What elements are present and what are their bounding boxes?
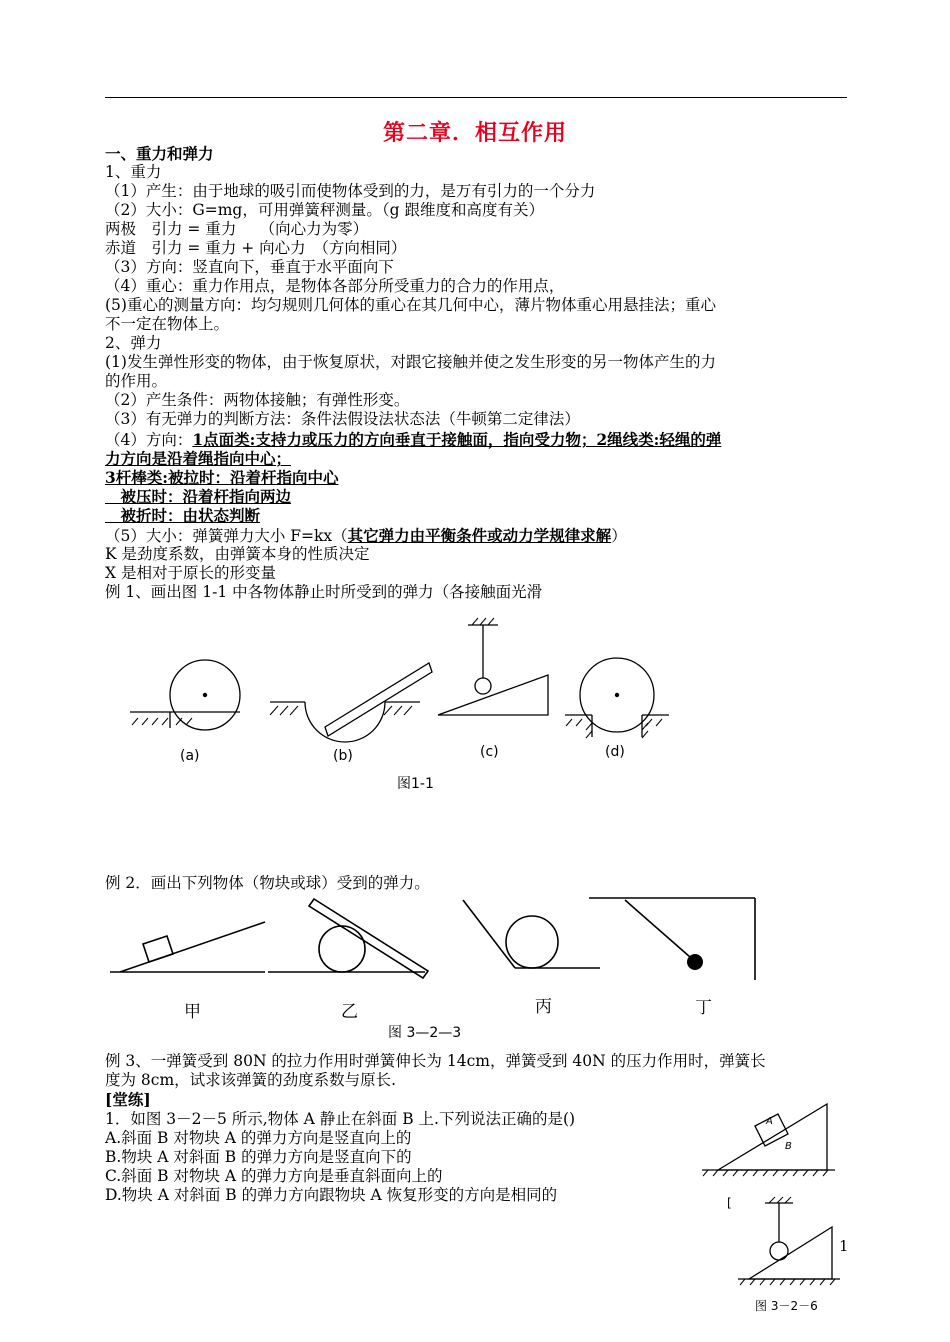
question-1: 1．如图 3－2－5 所示,物体 A 静止在斜面 B 上.下列说法正确的是() <box>105 1110 576 1128</box>
fig-label-bing: 丙 <box>535 997 552 1017</box>
elastic-line: （2）产生条件：两物体接触；有弹性形变。 <box>105 391 410 409</box>
gravity-line: 赤道 引力 = 重力 + 向心力 （方向相同） <box>105 239 407 257</box>
fig-label-ding: 丁 <box>695 998 712 1018</box>
figure-1-1-caption: 图1-1 <box>397 776 434 792</box>
elastic-line: K 是劲度系数，由弹簧本身的性质决定 <box>105 545 370 563</box>
gravity-line: （2）大小：G=mg，可用弹簧秤测量。（g 跟维度和高度有关） <box>105 201 544 219</box>
figure-3-2-3 <box>105 895 785 995</box>
gravity-line: 两极 引力 = 重力 （向心力为零） <box>105 220 369 238</box>
option-a: A.斜面 B 对物块 A 的弹力方向是竖直向上的 <box>105 1129 412 1147</box>
size-label: （5）大小：弹簧弹力大小 F=kx（ <box>105 527 348 545</box>
figure-3-2-6 <box>735 1195 845 1290</box>
figure-3-2-3-caption: 图 3—2—3 <box>388 1025 462 1041</box>
slope-label-b: B <box>785 1141 792 1152</box>
elastic-line: 被折时：由状态判断 <box>105 506 261 525</box>
option-d: D.物块 A 对斜面 B 的弹力方向跟物块 A 恢复形变的方向是相同的 <box>105 1186 558 1204</box>
elastic-line: X 是相对于原长的形变量 <box>105 564 276 582</box>
example1-text: 例 1、画出图 1-1 中各物体静止时所受到的弹力（各接触面光滑 <box>105 583 543 601</box>
option-c: C.斜面 B 对物块 A 的弹力方向是垂直斜面向上的 <box>105 1167 443 1185</box>
elastic-line: 力方向是沿着绳指向中心； <box>105 449 292 468</box>
elastic-line: (1)发生弹性形变的物体，由于恢复原状，对跟它接触并使之发生形变的另一物体产生的力 <box>105 353 716 371</box>
elastic-line: （3）有无弹力的判断方法：条件法假设法状态法（牛顿第二定律法） <box>105 410 580 428</box>
figure-3-2-5 <box>700 1098 840 1180</box>
fig-label-yi: 乙 <box>341 1002 358 1022</box>
section-heading: 一、重力和弹力 <box>105 144 214 163</box>
option-b: B.物块 A 对斜面 B 的弹力方向是竖直向下的 <box>105 1148 412 1166</box>
figure-3-2-5-caption-fragment: [ <box>727 1196 732 1210</box>
figure-3-2-6-caption: 图 3－2－6 <box>755 1299 818 1313</box>
chapter-title: 第二章．相互作用 <box>382 121 567 146</box>
fig-label-a: (a) <box>180 748 200 764</box>
ding-ball <box>687 954 703 970</box>
elastic-heading: 2、弹力 <box>105 334 162 352</box>
gravity-line: （1）产生：由于地球的吸引而使物体受到的力，是万有引力的一个分力 <box>105 182 596 200</box>
fig-label-jia: 甲 <box>184 1002 201 1022</box>
block-label-a: A <box>766 1116 773 1127</box>
elastic-line: 的作用。 <box>105 372 168 390</box>
gravity-heading: 1、重力 <box>105 163 162 181</box>
example3-line: 度为 8cm，试求该弹簧的劲度系数与原长. <box>105 1071 397 1089</box>
size-close: ） <box>611 527 627 545</box>
example3-line: 例 3、一弹簧受到 80N 的拉力作用时弹簧伸长为 14cm，弹簧受到 40N 的压力作用时，弹簧长 <box>105 1052 766 1070</box>
header-rule <box>105 97 847 98</box>
practice-heading: [堂练] <box>105 1090 151 1109</box>
elastic-line: 被压时：沿着杆指向两边 <box>105 487 292 506</box>
size-rule: 其它弹力由平衡条件或动力学规律求解 <box>347 526 612 545</box>
elastic-direction-line <box>105 430 721 450</box>
gravity-line: （3）方向：竖直向下，垂直于水平面向下 <box>105 258 394 276</box>
direction-label: （4）方向： <box>105 431 193 449</box>
gravity-line: (5)重心的测量方向：均匀规则几何体的重心在其几何中心，薄片物体重心用悬挂法；重心 <box>105 296 716 314</box>
elastic-size-line <box>105 526 627 546</box>
gravity-line: 不一定在物体上。 <box>105 315 230 333</box>
fig-label-b: (b) <box>333 748 353 764</box>
example2-text: 例 2．画出下列物体（物块或球）受到的弹力。 <box>105 874 430 892</box>
fig-label-d: (d) <box>605 744 625 760</box>
fig-label-c: (c) <box>480 744 499 760</box>
gravity-line: （4）重心：重力作用点，是物体各部分所受重力的合力的作用点， <box>105 277 565 295</box>
elastic-line: 3杆棒类:被拉时：沿着杆指向中心 <box>105 468 339 487</box>
direction-rule: 1点面类:支持力或压力的方向垂直于接触面，指向受力物；2绳线类:轻绳的弹 <box>192 430 722 449</box>
page-number: 1 <box>839 1237 849 1255</box>
